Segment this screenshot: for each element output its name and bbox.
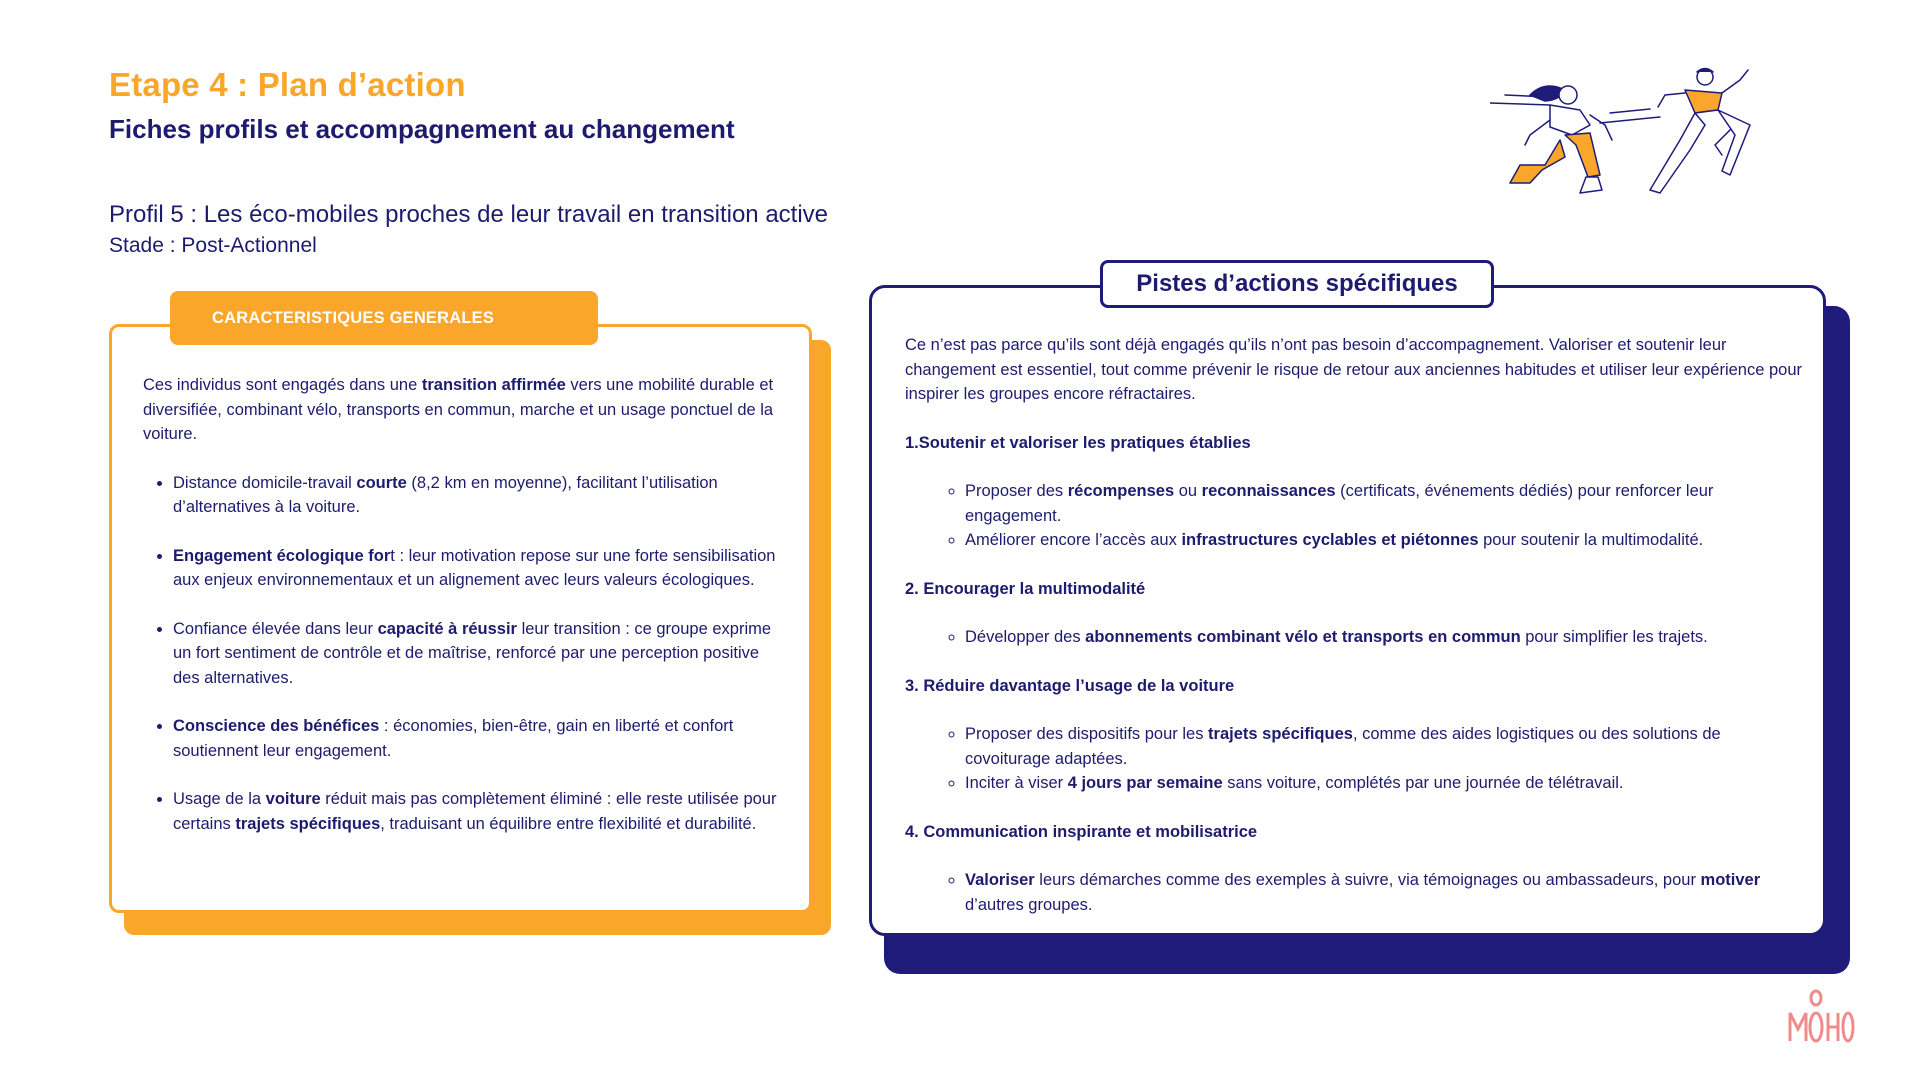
- list-item: • Distance domicile-travail courte (8,2 km en moyenne), facilitant l’utilisation d’alternatives à la voiture.: [173, 471, 783, 520]
- emphasis-text: voiture: [265, 790, 321, 808]
- list-item: ◦ Améliorer encore l’accès aux infrastructures cyclables et piétonnes pour soutenir la multimodalité.: [965, 528, 1805, 553]
- page-subtitle: Fiches profils et accompagnement au changement: [109, 114, 735, 144]
- emphasis-text: motiver: [1700, 871, 1761, 889]
- emphasis-text: Conscience des bénéfices: [173, 717, 380, 735]
- section-list: [905, 722, 1805, 796]
- section-list: [905, 479, 1805, 553]
- list-item: ◦ Valoriser leurs démarches comme des exemples à suivre, via témoignages ou ambassadeurs, pour motiver d’autres groupes.: [965, 868, 1805, 917]
- section-list: [905, 625, 1805, 650]
- emphasis-text: courte: [356, 473, 407, 492]
- emphasis-text: 4 jours par semaine: [1067, 774, 1223, 792]
- list-item: • Confiance élevée dans leur capacité à réussir leur transition : ce groupe exprime un fort sentiment de contrôle et de maîtrise, renforcé par une perception positive des alternatives.: [173, 617, 783, 691]
- section-heading: 2. Encourager la multimodalité: [905, 579, 1146, 598]
- list-item: ◦ Proposer des dispositifs pour les trajets spécifiques, comme des aides logistiques ou des solutions de covoiturage adaptées.: [965, 722, 1805, 771]
- section-heading: 1.Soutenir et valoriser les pratiques établies: [905, 433, 1251, 452]
- list-item: • Conscience des bénéfices : économies, bien-être, gain en liberté et confort soutiennent leur engagement.: [173, 714, 783, 763]
- section-heading: 4. Communication inspirante et mobilisatrice: [905, 822, 1258, 841]
- characteristics-tab: CARACTERISTIQUES GENERALES: [170, 291, 598, 345]
- characteristics-content: [143, 373, 783, 860]
- stage-label: Stade : Post-Actionnel: [109, 234, 317, 257]
- section-list: [905, 868, 1805, 917]
- profile-title: Profil 5 : Les éco-mobiles proches de leur travail en transition active: [109, 201, 829, 228]
- actions-tab: Pistes d’actions spécifiques: [1100, 260, 1494, 308]
- list-item: ◦ Développer des abonnements combinant vélo et transports en commun pour simplifier les trajets.: [965, 625, 1805, 650]
- emphasis-text: reconnaissances: [1201, 482, 1336, 500]
- list-item: • Engagement écologique fort : leur motivation repose sur une forte sensibilisation aux enjeux environnementaux et un alignement avec leurs valeurs écologiques.: [173, 544, 783, 593]
- actions-content: [905, 333, 1805, 941]
- page-title: Etape 4 : Plan d’action: [109, 66, 466, 103]
- section-heading: 3. Réduire davantage l’usage de la voiture: [905, 676, 1235, 695]
- list-item: • Usage de la voiture réduit mais pas complètement éliminé : elle reste utilisée pour certains trajets spécifiques, traduisant un équilibre entre flexibilité et durabilité.: [173, 787, 783, 836]
- running-people-illustration: [1490, 65, 1780, 255]
- emphasis-text: infrastructures cyclables et piétonnes: [1181, 531, 1479, 549]
- emphasis-text: abonnements combinant vélo et transports en commun: [1085, 628, 1521, 646]
- emphasis-text: Valoriser: [965, 871, 1035, 889]
- moho-logo: [1787, 989, 1855, 1045]
- emphasis-text: capacité à réussir: [377, 619, 517, 638]
- emphasis-text: transition affirmée: [421, 376, 566, 394]
- emphasis-text: récompenses: [1067, 482, 1175, 500]
- characteristics-intro: Ces individus sont engagés dans une transition affirmée vers une mobilité durable et diversifiée, combinant vélo, transports en commun, marche et un usage ponctuel de la voiture.: [143, 376, 774, 443]
- characteristics-list: [143, 471, 783, 837]
- emphasis-text: Engagement écologique for: [173, 546, 391, 565]
- list-item: ◦ Inciter à viser 4 jours par semaine sans voiture, complétés par une journée de télétravail.: [965, 771, 1805, 796]
- emphasis-text: trajets spécifiques: [235, 814, 381, 833]
- emphasis-text: trajets spécifiques: [1208, 725, 1353, 743]
- list-item: ◦ Proposer des récompenses ou reconnaissances (certificats, événements dédiés) pour renforcer leur engagement.: [965, 479, 1805, 528]
- actions-intro: Ce n’est pas parce qu’ils sont déjà engagés qu’ils n’ont pas besoin d’accompagnement. Valoriser et soutenir leur changement est essentiel, tout comme prévenir le risque de retour aux anciennes habitudes et utiliser leur expérience pour inspirer les groupes encore réfractaires.: [905, 336, 1803, 403]
